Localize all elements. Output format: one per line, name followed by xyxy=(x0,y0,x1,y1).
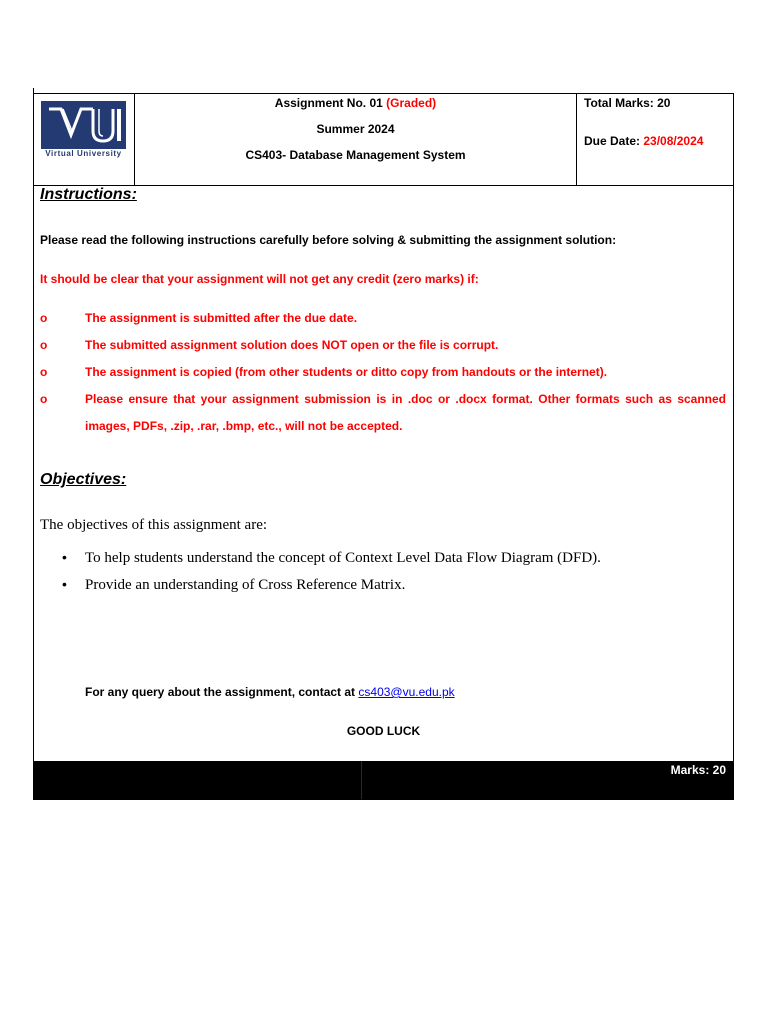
due-date-label: Due Date: xyxy=(584,134,641,148)
instruction-item: The submitted assignment solution does NOT open or the file is corrupt. xyxy=(85,338,499,352)
instruction-item: Please ensure that your assignment submission is in .doc or .docx format. Other formats such as scanned images, PDFs, .zip, .rar, .bmp, etc., will not be accepted. xyxy=(85,392,726,433)
header-table xyxy=(34,94,733,186)
graded-label: (Graded) xyxy=(386,96,437,110)
semester: Summer 2024 xyxy=(316,122,395,136)
objective-bullet-marker: • xyxy=(62,549,67,565)
instruction-item: The assignment is submitted after the due date. xyxy=(85,311,358,325)
objective-item: To help students understand the concept of Context Level Data Flow Diagram (DFD). xyxy=(85,550,601,566)
objective-bullet-marker: • xyxy=(62,576,67,592)
footer-divider xyxy=(361,761,362,799)
instruction-bullet-marker: o xyxy=(40,365,48,379)
marks-cell xyxy=(577,94,733,185)
instructions-heading: Instructions: xyxy=(40,186,137,203)
total-marks: Total Marks: 20 xyxy=(584,96,671,110)
instruction-bullet-marker: o xyxy=(40,338,48,352)
good-luck: GOOD LUCK xyxy=(346,724,421,738)
footer-marks: Marks: 20 xyxy=(670,763,726,777)
assignment-info-cell xyxy=(135,94,577,185)
objectives-heading: Objectives: xyxy=(40,471,127,488)
logo-caption: Virtual University xyxy=(45,149,122,158)
instruction-bullet-marker: o xyxy=(40,311,48,325)
contact-line xyxy=(85,685,455,699)
instruction-item: The assignment is copied (from other students or ditto copy from handouts or the internet). xyxy=(85,365,608,379)
assignment-document xyxy=(33,93,734,800)
footer-bar xyxy=(34,761,733,799)
course-name: CS403- Database Management System xyxy=(245,148,466,162)
logo-cell xyxy=(34,94,135,185)
due-date-value: 23/08/2024 xyxy=(643,134,704,148)
contact-email-link[interactable]: cs403@vu.edu.pk xyxy=(358,685,455,699)
instructions-intro: Please read the following instructions carefully before solving & submitting the assignment solution: xyxy=(40,233,617,247)
assignment-title: Assignment No. 01 xyxy=(274,96,383,110)
assignment-title-line xyxy=(135,96,576,110)
instruction-bullet-marker: o xyxy=(40,392,48,406)
objective-item: Provide an understanding of Cross Reference Matrix. xyxy=(85,577,406,593)
contact-text: For any query about the assignment, contact at xyxy=(85,685,359,699)
due-date-line xyxy=(584,134,703,148)
objectives-intro: The objectives of this assignment are: xyxy=(40,517,268,533)
instructions-warning: It should be clear that your assignment will not get any credit (zero marks) if: xyxy=(40,272,479,286)
